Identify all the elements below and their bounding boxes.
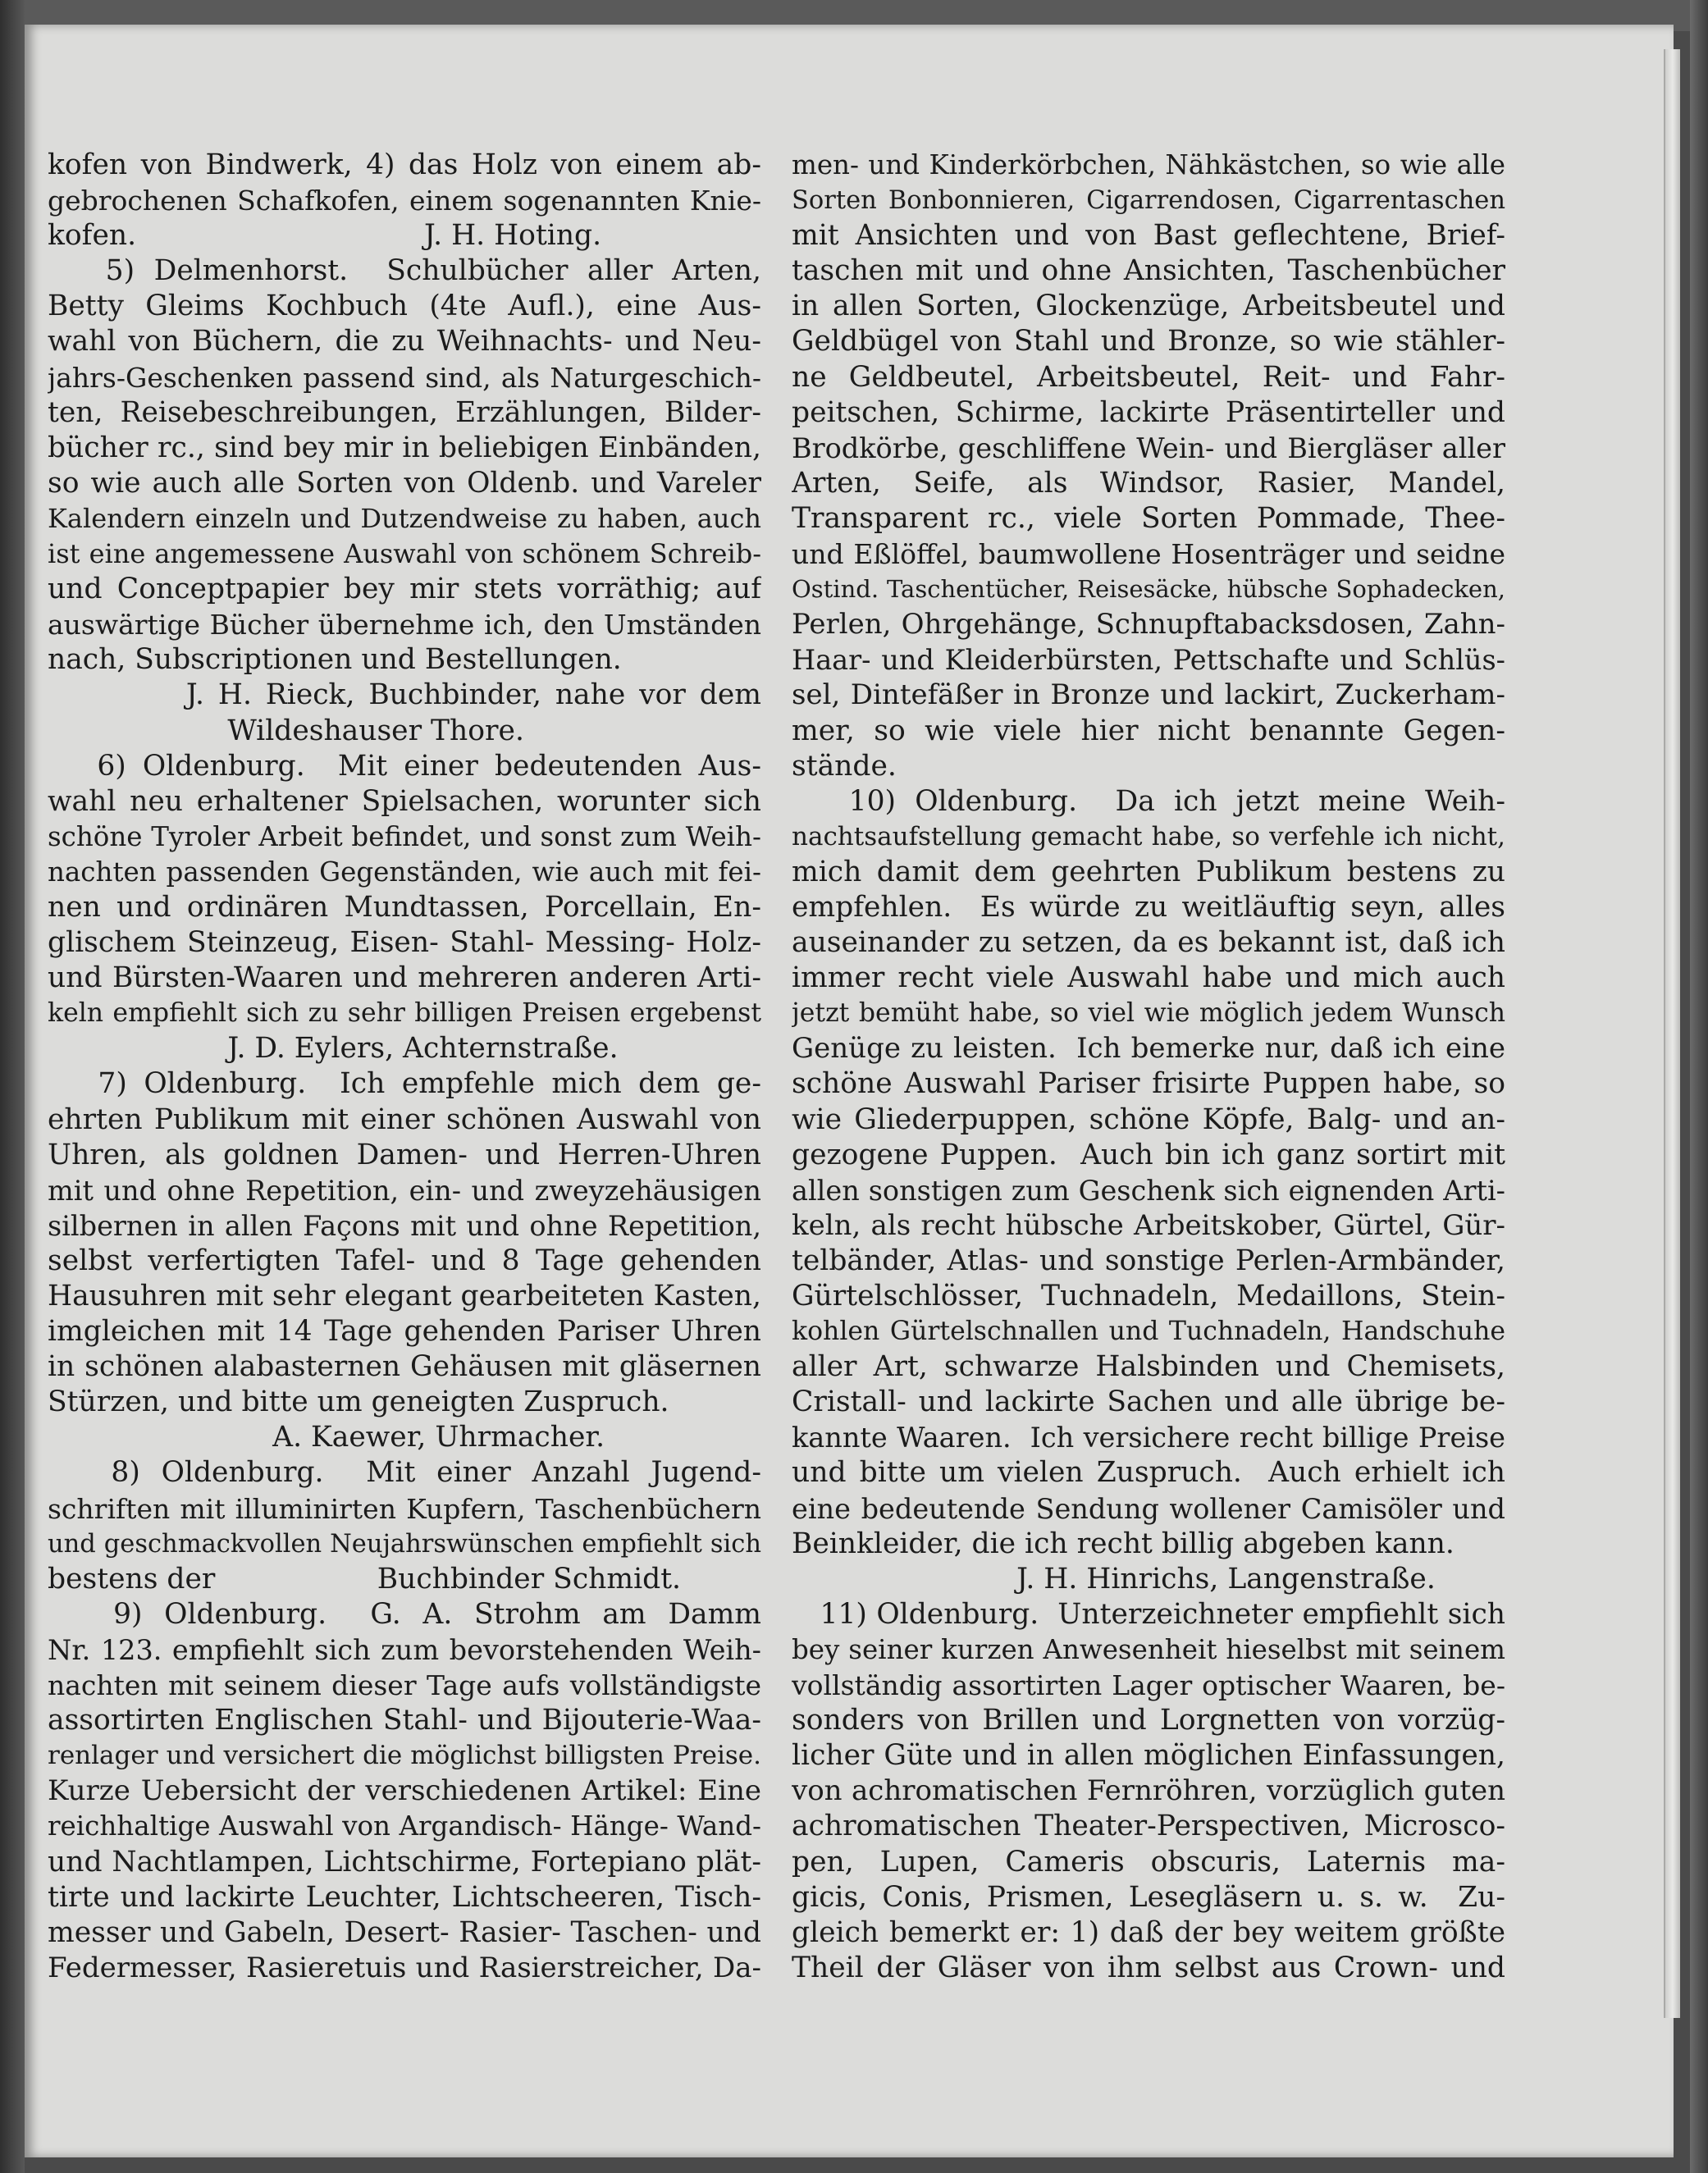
text-line: taschen mit und ohne Ansichten, Taschenbücher bbox=[792, 254, 1505, 288]
right-column bbox=[792, 148, 1505, 1986]
text-line: nach, Subscriptionen und Bestellungen. bbox=[48, 643, 622, 677]
text-line: schöne Tyroler Arbeit befindet, und sonst zum Weih- bbox=[48, 820, 761, 852]
text-line: tirte und lackirte Leuchter, Lichtscheeren, Tisch- bbox=[48, 1880, 761, 1914]
text-line: jetzt bemüht habe, so viel wie möglich jedem Wunsch bbox=[792, 998, 1505, 1029]
text-line: 7) Oldenburg. Ich empfehle mich dem ge- bbox=[48, 1067, 761, 1101]
text-line: Kalendern einzeln und Dutzendweise zu haben, auch bbox=[48, 502, 761, 534]
text-line: reichhaltige Auswahl von Argandisch- Hänge- Wand- bbox=[48, 1810, 761, 1842]
text-line: 10) Oldenburg. Da ich jetzt meine Weih- bbox=[792, 784, 1505, 818]
text-line: Genüge zu leisten. Ich bemerke nur, daß ich eine bbox=[792, 1032, 1505, 1066]
text-line: auseinander zu setzen, da es bekannt ist, daß ich bbox=[792, 926, 1505, 960]
text-line: kofen von Bindwerk, 4) das Holz von einem ab- bbox=[48, 148, 761, 181]
advertisement-entry-9 bbox=[48, 1597, 761, 1986]
text-line: und Bürsten-Waaren und mehreren anderen Arti- bbox=[48, 961, 761, 995]
text-line: und Eßlöffel, baumwollene Hosenträger und seidne bbox=[792, 538, 1505, 571]
text-line: vollständig assortirten Lager optischer Waaren, be- bbox=[792, 1669, 1505, 1702]
text-line: ten, Reisebeschreibungen, Erzählungen, Bilder- bbox=[48, 395, 761, 429]
text-line: ehrten Publikum mit einer schönen Auswahl von bbox=[48, 1102, 761, 1136]
text-line: keln, als recht hübsche Arbeitskober, Gürtel, Gür- bbox=[792, 1208, 1505, 1242]
text-line: Theil der Gläser von ihm selbst aus Crown- und bbox=[792, 1951, 1505, 1984]
text-line: 11) Oldenburg. Unterzeichneter empfiehlt sich bbox=[792, 1597, 1505, 1631]
text-line: jahrs-Geschenken passend sind, als Naturgeschich- bbox=[48, 361, 761, 394]
text-line: selbst verfertigten Tafel- und 8 Tage gehenden bbox=[48, 1244, 761, 1277]
text-line: 8) Oldenburg. Mit einer Anzahl Jugend- bbox=[48, 1456, 761, 1490]
text-line: nachten passenden Gegenständen, wie auch mit fei- bbox=[48, 856, 761, 888]
text-line: mit und ohne Repetition, ein- und zweyzehäusigen bbox=[48, 1174, 761, 1207]
advertisement-entry-9-cont bbox=[792, 148, 1505, 784]
text-line: allen sonstigen zum Geschenk sich eignenden Arti- bbox=[792, 1174, 1505, 1207]
text-line: A. Kaewer, Uhrmacher. bbox=[48, 1421, 605, 1454]
text-line: peitschen, Schirme, lackirte Präsentirteller und bbox=[792, 395, 1505, 429]
text-line: Haar- und Kleiderbürsten, Pettschafte und Schlüs- bbox=[792, 644, 1505, 677]
scan-left-edge bbox=[0, 0, 25, 2173]
text-line: in schönen alabasternen Gehäusen mit gläsernen bbox=[48, 1350, 761, 1384]
text-line: Cristall- und lackirte Sachen und alle übrige be- bbox=[792, 1386, 1505, 1419]
text-line: sel, Dintefäßer in Bronze und lackirt, Zuckerham- bbox=[792, 678, 1505, 712]
text-line: Wildeshauser Thore. bbox=[48, 714, 524, 747]
text-line: keln empfiehlt sich zu sehr billigen Preisen ergebenst bbox=[48, 998, 761, 1029]
text-line: Beinkleider, die ich recht billig abgeben kann. bbox=[792, 1527, 1455, 1560]
scan-right-edge bbox=[1690, 0, 1708, 2173]
text-line: auswärtige Bücher übernehme ich, den Umständen bbox=[48, 609, 761, 641]
text-line: so wie auch alle Sorten von Oldenb. und Vareler bbox=[48, 466, 761, 500]
text-line: Uhren, als goldnen Damen- und Herren-Uhren bbox=[48, 1138, 761, 1171]
text-line: und Conceptpapier bey mir stets vorräthig; auf bbox=[48, 573, 761, 606]
text-line: Brodkörbe, geschliffene Wein- und Biergläser aller bbox=[792, 431, 1505, 464]
text-line: telbänder, Atlas- und sonstige Perlen-Armbänder, bbox=[792, 1244, 1505, 1277]
text-line: Betty Gleims Kochbuch (4te Aufl.), eine Aus- bbox=[48, 290, 761, 323]
text-line: J. D. Eylers, Achternstraße. bbox=[48, 1032, 619, 1066]
text-line: in allen Sorten, Glockenzüge, Arbeitsbeutel und bbox=[792, 290, 1505, 323]
text-line: bücher rc., sind bey mir in beliebigen Einbänden, bbox=[48, 431, 761, 464]
text-line: Transparent rc., viele Sorten Pommade, Thee- bbox=[792, 501, 1505, 535]
advertisement-entry-6 bbox=[48, 749, 761, 1067]
text-line: ist eine angemessene Auswahl von schönem Schreib- bbox=[48, 538, 761, 570]
text-line: gleich bemerkt er: 1) daß der bey weitem größte bbox=[792, 1915, 1505, 1949]
text-line: nachtsaufstellung gemacht habe, so verfehle ich nicht, bbox=[792, 821, 1505, 851]
text-line: gicis, Conis, Prismen, Lesegläsern u. s. w. Zu- bbox=[792, 1880, 1505, 1914]
text-line: Federmesser, Rasieretuis und Rasierstreicher, Da- bbox=[48, 1951, 761, 1984]
text-line: Perlen, Ohrgehänge, Schnupftabacksdosen, Zahn- bbox=[792, 608, 1505, 641]
text-line: und bitte um vielen Zuspruch. Auch erhielt ich bbox=[792, 1456, 1505, 1490]
text-line: Hausuhren mit sehr elegant gearbeiteten Kasten, bbox=[48, 1280, 761, 1312]
advertisement-entry-4-tail bbox=[48, 148, 761, 253]
text-line: und Nachtlampen, Lichtschirme, Fortepiano plät- bbox=[48, 1845, 761, 1879]
text-line: gezogene Puppen. Auch bin ich ganz sortirt mit bbox=[792, 1138, 1505, 1171]
text-line: kannte Waaren. Ich versichere recht billige Preise bbox=[792, 1422, 1505, 1454]
text-line: 6) Oldenburg. Mit einer bedeutenden Aus- bbox=[48, 749, 761, 783]
text-line: Stürzen, und bitte um geneigten Zuspruch. bbox=[48, 1386, 669, 1419]
text-line: J. H. Rieck, Buchbinder, nahe vor dem bbox=[48, 678, 761, 712]
text-line: men- und Kinderkörbchen, Nähkästchen, so wie alle bbox=[792, 149, 1505, 180]
text-line: 5) Delmenhorst. Schulbücher aller Arten, bbox=[48, 254, 761, 288]
text-line: nen und ordinären Mundtassen, Porcellain, En- bbox=[48, 890, 761, 924]
text-line: wie Gliederpuppen, schöne Köpfe, Balg- und an- bbox=[792, 1102, 1505, 1136]
text-line: achromatischen Theater-Perspectiven, Microsco- bbox=[792, 1810, 1505, 1843]
text-line: und geschmackvollen Neujahrswünschen empfiehlt sich bbox=[48, 1529, 761, 1559]
text-line: wahl von Büchern, die zu Weihnachts- und Neu- bbox=[48, 325, 761, 358]
text-line: messer und Gabeln, Desert- Rasier- Taschen- und bbox=[48, 1915, 761, 1949]
text-line: Arten, Seife, als Windsor, Rasier, Mandel, bbox=[792, 466, 1505, 500]
text-line: imgleichen mit 14 Tage gehenden Pariser Uhren bbox=[48, 1315, 761, 1349]
text-line: Gürtelschlösser, Tuchnadeln, Medaillons, Stein- bbox=[792, 1280, 1505, 1312]
text-line: von achromatischen Fernröhren, vorzüglich guten bbox=[792, 1774, 1505, 1808]
text-line: bey seiner kurzen Anwesenheit hieselbst mit seinem bbox=[792, 1633, 1505, 1665]
text-line: kofen. J. H. Hoting. bbox=[48, 219, 602, 253]
text-line: bestens der Buchbinder Schmidt. bbox=[48, 1562, 682, 1596]
text-line: eine bedeutende Sendung wollener Camisöler und bbox=[792, 1492, 1505, 1525]
text-line: mich damit dem geehrten Publikum bestens zu bbox=[792, 855, 1505, 888]
text-line: pen, Lupen, Cameris obscuris, Laternis ma- bbox=[792, 1845, 1505, 1879]
advertisement-entry-10 bbox=[792, 784, 1505, 1597]
text-line: mer, so wie viele hier nicht benannte Gegen- bbox=[792, 714, 1505, 747]
text-line: kohlen Gürtelschnallen und Tuchnadeln, Handschuhe bbox=[792, 1317, 1505, 1347]
text-line: Geldbügel von Stahl und Bronze, so wie stähler- bbox=[792, 325, 1505, 358]
advertisement-entry-7 bbox=[48, 1066, 761, 1455]
advertisement-entry-11 bbox=[792, 1597, 1505, 1986]
left-column bbox=[48, 148, 761, 1986]
text-line: Kurze Uebersicht der verschiedenen Artikel: Eine bbox=[48, 1774, 761, 1808]
text-line: ne Geldbeutel, Arbeitsbeutel, Reit- und Fahr- bbox=[792, 360, 1505, 394]
page-stack-edge bbox=[1664, 49, 1680, 2018]
advertisement-entry-5 bbox=[48, 253, 761, 748]
text-line: Nr. 123. empfiehlt sich zum bevorstehenden Weih- bbox=[48, 1633, 761, 1666]
text-line: empfehlen. Es würde zu weitläuftig seyn, alles bbox=[792, 890, 1505, 924]
text-line: immer recht viele Auswahl habe und mich auch bbox=[792, 961, 1505, 995]
text-line: sonders von Brillen und Lorgnetten von vorzüg- bbox=[792, 1704, 1505, 1737]
text-line: stände. bbox=[792, 749, 897, 783]
advertisement-entry-8 bbox=[48, 1455, 761, 1596]
text-line: J. H. Hinrichs, Langenstraße. bbox=[792, 1562, 1436, 1596]
text-line: mit Ansichten und von Bast geflechtene, Brief- bbox=[792, 219, 1505, 253]
text-line: gebrochenen Schafkofen, einem sogenannten Knie- bbox=[48, 185, 761, 217]
text-line: 9) Oldenburg. G. A. Strohm am Damm bbox=[48, 1597, 761, 1631]
text-line: schriften mit illuminirten Kupfern, Taschenbüchern bbox=[48, 1492, 761, 1525]
text-line: assortirten Englischen Stahl- und Bijouterie-Waa- bbox=[48, 1704, 761, 1737]
text-line: licher Güte und in allen möglichen Einfassungen, bbox=[792, 1739, 1505, 1773]
text-line: wahl neu erhaltener Spielsachen, worunter sich bbox=[48, 784, 761, 818]
text-line: renlager und versichert die möglichst billigsten Preise. bbox=[48, 1741, 761, 1771]
text-line: schöne Auswahl Pariser frisirte Puppen habe, so bbox=[792, 1067, 1505, 1101]
text-line: glischem Steinzeug, Eisen- Stahl- Messing- Holz- bbox=[48, 926, 761, 960]
text-line: aller Art, schwarze Halsbinden und Chemisets, bbox=[792, 1350, 1505, 1384]
text-line: silbernen in allen Façons mit und ohne Repetition, bbox=[48, 1209, 761, 1242]
text-line: Sorten Bonbonnieren, Cigarrendosen, Cigarrentaschen bbox=[792, 186, 1505, 216]
text-line: Ostind. Taschentücher, Reisesäcke, hübsche Sophadecken, bbox=[792, 575, 1505, 604]
text-line: nachten mit seinem dieser Tage aufs vollständigste bbox=[48, 1669, 761, 1702]
